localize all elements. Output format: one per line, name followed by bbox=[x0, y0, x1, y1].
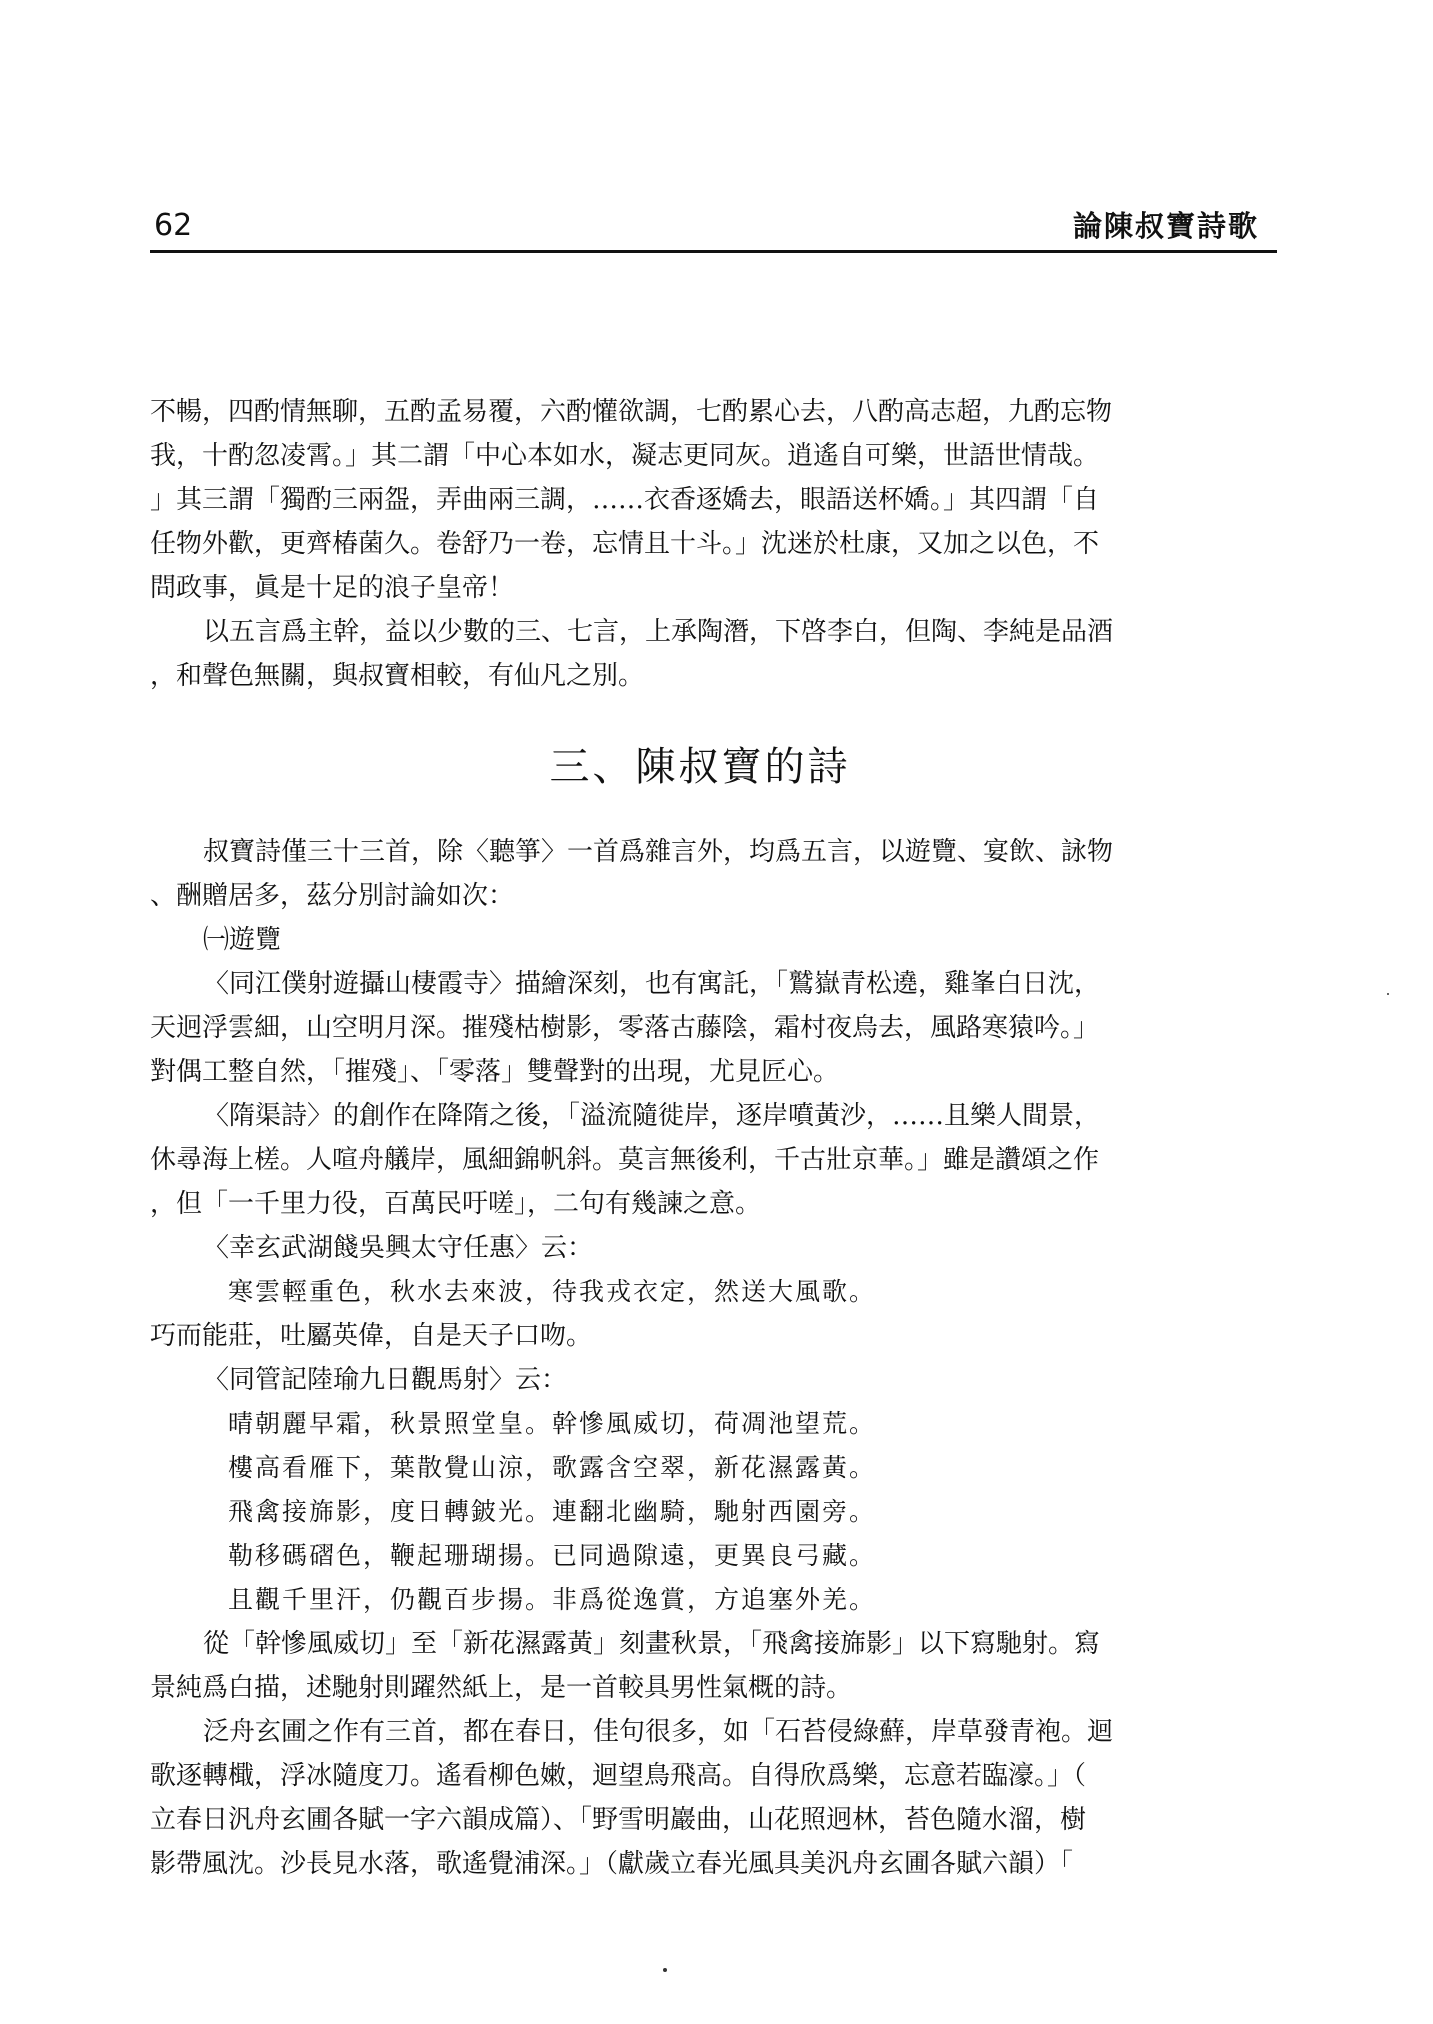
text-line: 天迥浮雲細，山空明月深。摧殘枯樹影，零落古藤陰，霜村夜烏去，風路寒猿吟。」 bbox=[150, 1013, 1100, 1043]
scan-speck bbox=[663, 1968, 667, 1972]
text-line: 立春日汎舟玄圃各賦一字六韻成篇）、「野雪明巖曲，山花照迥林，苔色隨水溜，樹 bbox=[150, 1805, 1087, 1835]
quoted-poem-line: 且觀千里汗，仍觀百步揚。非爲從逸賞，方追塞外羌。 bbox=[228, 1585, 877, 1614]
text-line: 我，十酌忽凌霄。」其二謂「中心本如水，凝志更同灰。逍遙自可樂，世語世情哉。 bbox=[150, 441, 1100, 471]
text-line: 〈幸玄武湖餞吳興太守任惠〉云： bbox=[203, 1233, 594, 1263]
text-line: 景純爲白描，述馳射則躍然紙上，是一首較具男性氣概的詩。 bbox=[150, 1673, 853, 1703]
text-line: 」其三謂「獨酌三兩盌，弄曲兩三調，……衣香逐嬌去，眼語送杯嬌。」其四謂「自 bbox=[150, 485, 1100, 515]
text-line: 〈同管記陸瑜九日觀馬射〉云： bbox=[203, 1365, 568, 1395]
text-line: 〈隋渠詩〉的創作在降隋之後，「溢流隨徙岸，逐岸噴黃沙，……且樂人間景， bbox=[203, 1101, 1101, 1131]
quoted-poem-line: 樓高看雁下，葉散覺山涼，歌露含空翠，新花濕露黃。 bbox=[228, 1453, 877, 1482]
text-line: 休尋海上槎。人喧舟艤岸，風細錦帆斜。莫言無後利，千古壯京華。」雖是讚頌之作 bbox=[150, 1145, 1100, 1175]
text-line: 〈同江僕射遊攝山棲霞寺〉描繪深刻，也有寓託，「鷲嶽青松遶，雞峯白日沈， bbox=[203, 969, 1101, 999]
text-line: 問政事，眞是十足的浪子皇帝！ bbox=[150, 573, 515, 603]
text-line: 任物外歡，更齊椿菌久。卷舒乃一卷，忘情且十斗。」沈迷於杜康，又加之以色，不 bbox=[150, 529, 1100, 559]
text-line: 歌逐轉檝，浮冰隨度刀。遙看柳色嫩，迴望鳥飛高。自得欣爲樂，忘意若臨濠。」（ bbox=[150, 1761, 1087, 1791]
text-line: 不暢，四酌情無聊，五酌孟易覆，六酌懽欲調，七酌累心去，八酌高志超，九酌忘物 bbox=[150, 397, 1113, 427]
text-line: 泛舟玄圃之作有三首，都在春日，佳句很多，如「石苔侵綠蘚，岸草發青袍。迴 bbox=[203, 1717, 1114, 1747]
running-title: 論陳叔寶詩歌 bbox=[1072, 209, 1259, 243]
text-line: ，但「一千里力役，百萬民吁嗟」，二句有幾諫之意。 bbox=[150, 1189, 762, 1219]
text-line: 從「幹慘風威切」至「新花濕露黃」刻畫秋景，「飛禽接旆影」以下寫馳射。寫 bbox=[203, 1629, 1101, 1659]
quoted-poem-line: 飛禽接旆影，度日轉鈹光。連翻北幽騎，馳射西園旁。 bbox=[228, 1497, 877, 1526]
text-line: 對偶工整自然，「摧殘」、「零落」雙聲對的出現，尤見匠心。 bbox=[150, 1057, 840, 1087]
scan-speck bbox=[1387, 993, 1389, 995]
text-line: 、酬贈居多，茲分別討論如次： bbox=[150, 881, 515, 911]
text-line: 巧而能莊，吐屬英偉，自是天子口吻。 bbox=[150, 1321, 593, 1351]
text-line: 叔寶詩僅三十三首，除〈聽箏〉一首爲雜言外，均爲五言，以遊覽、宴飲、詠物 bbox=[203, 837, 1114, 867]
text-line: 影帶風沈。沙長見水落，歌遙覺浦深。」（獻歲立春光風具美汎舟玄圃各賦六韻）「 bbox=[150, 1849, 1074, 1879]
page-number: 62 bbox=[154, 208, 193, 243]
subheading: ㈠遊覽 bbox=[203, 925, 282, 955]
quoted-poem-line: 寒雲輕重色，秋水去來波，待我戎衣定，然送大風歌。 bbox=[228, 1277, 877, 1306]
text-line: ，和聲色無關，與叔寶相較，有仙凡之別。 bbox=[150, 661, 645, 691]
section-heading: 三、陳叔寶的詩 bbox=[549, 744, 851, 790]
text-line: 以五言爲主幹，益以少數的三、七言，上承陶潛，下啓李白，但陶、李純是品酒 bbox=[203, 617, 1114, 647]
quoted-poem-line: 晴朝麗早霜，秋景照堂皇。幹慘風威切，荷凋池望荒。 bbox=[228, 1409, 877, 1438]
quoted-poem-line: 勒移碼磖色，鞭起珊瑚揚。已同過隙遠，更異良弓藏。 bbox=[228, 1541, 877, 1570]
